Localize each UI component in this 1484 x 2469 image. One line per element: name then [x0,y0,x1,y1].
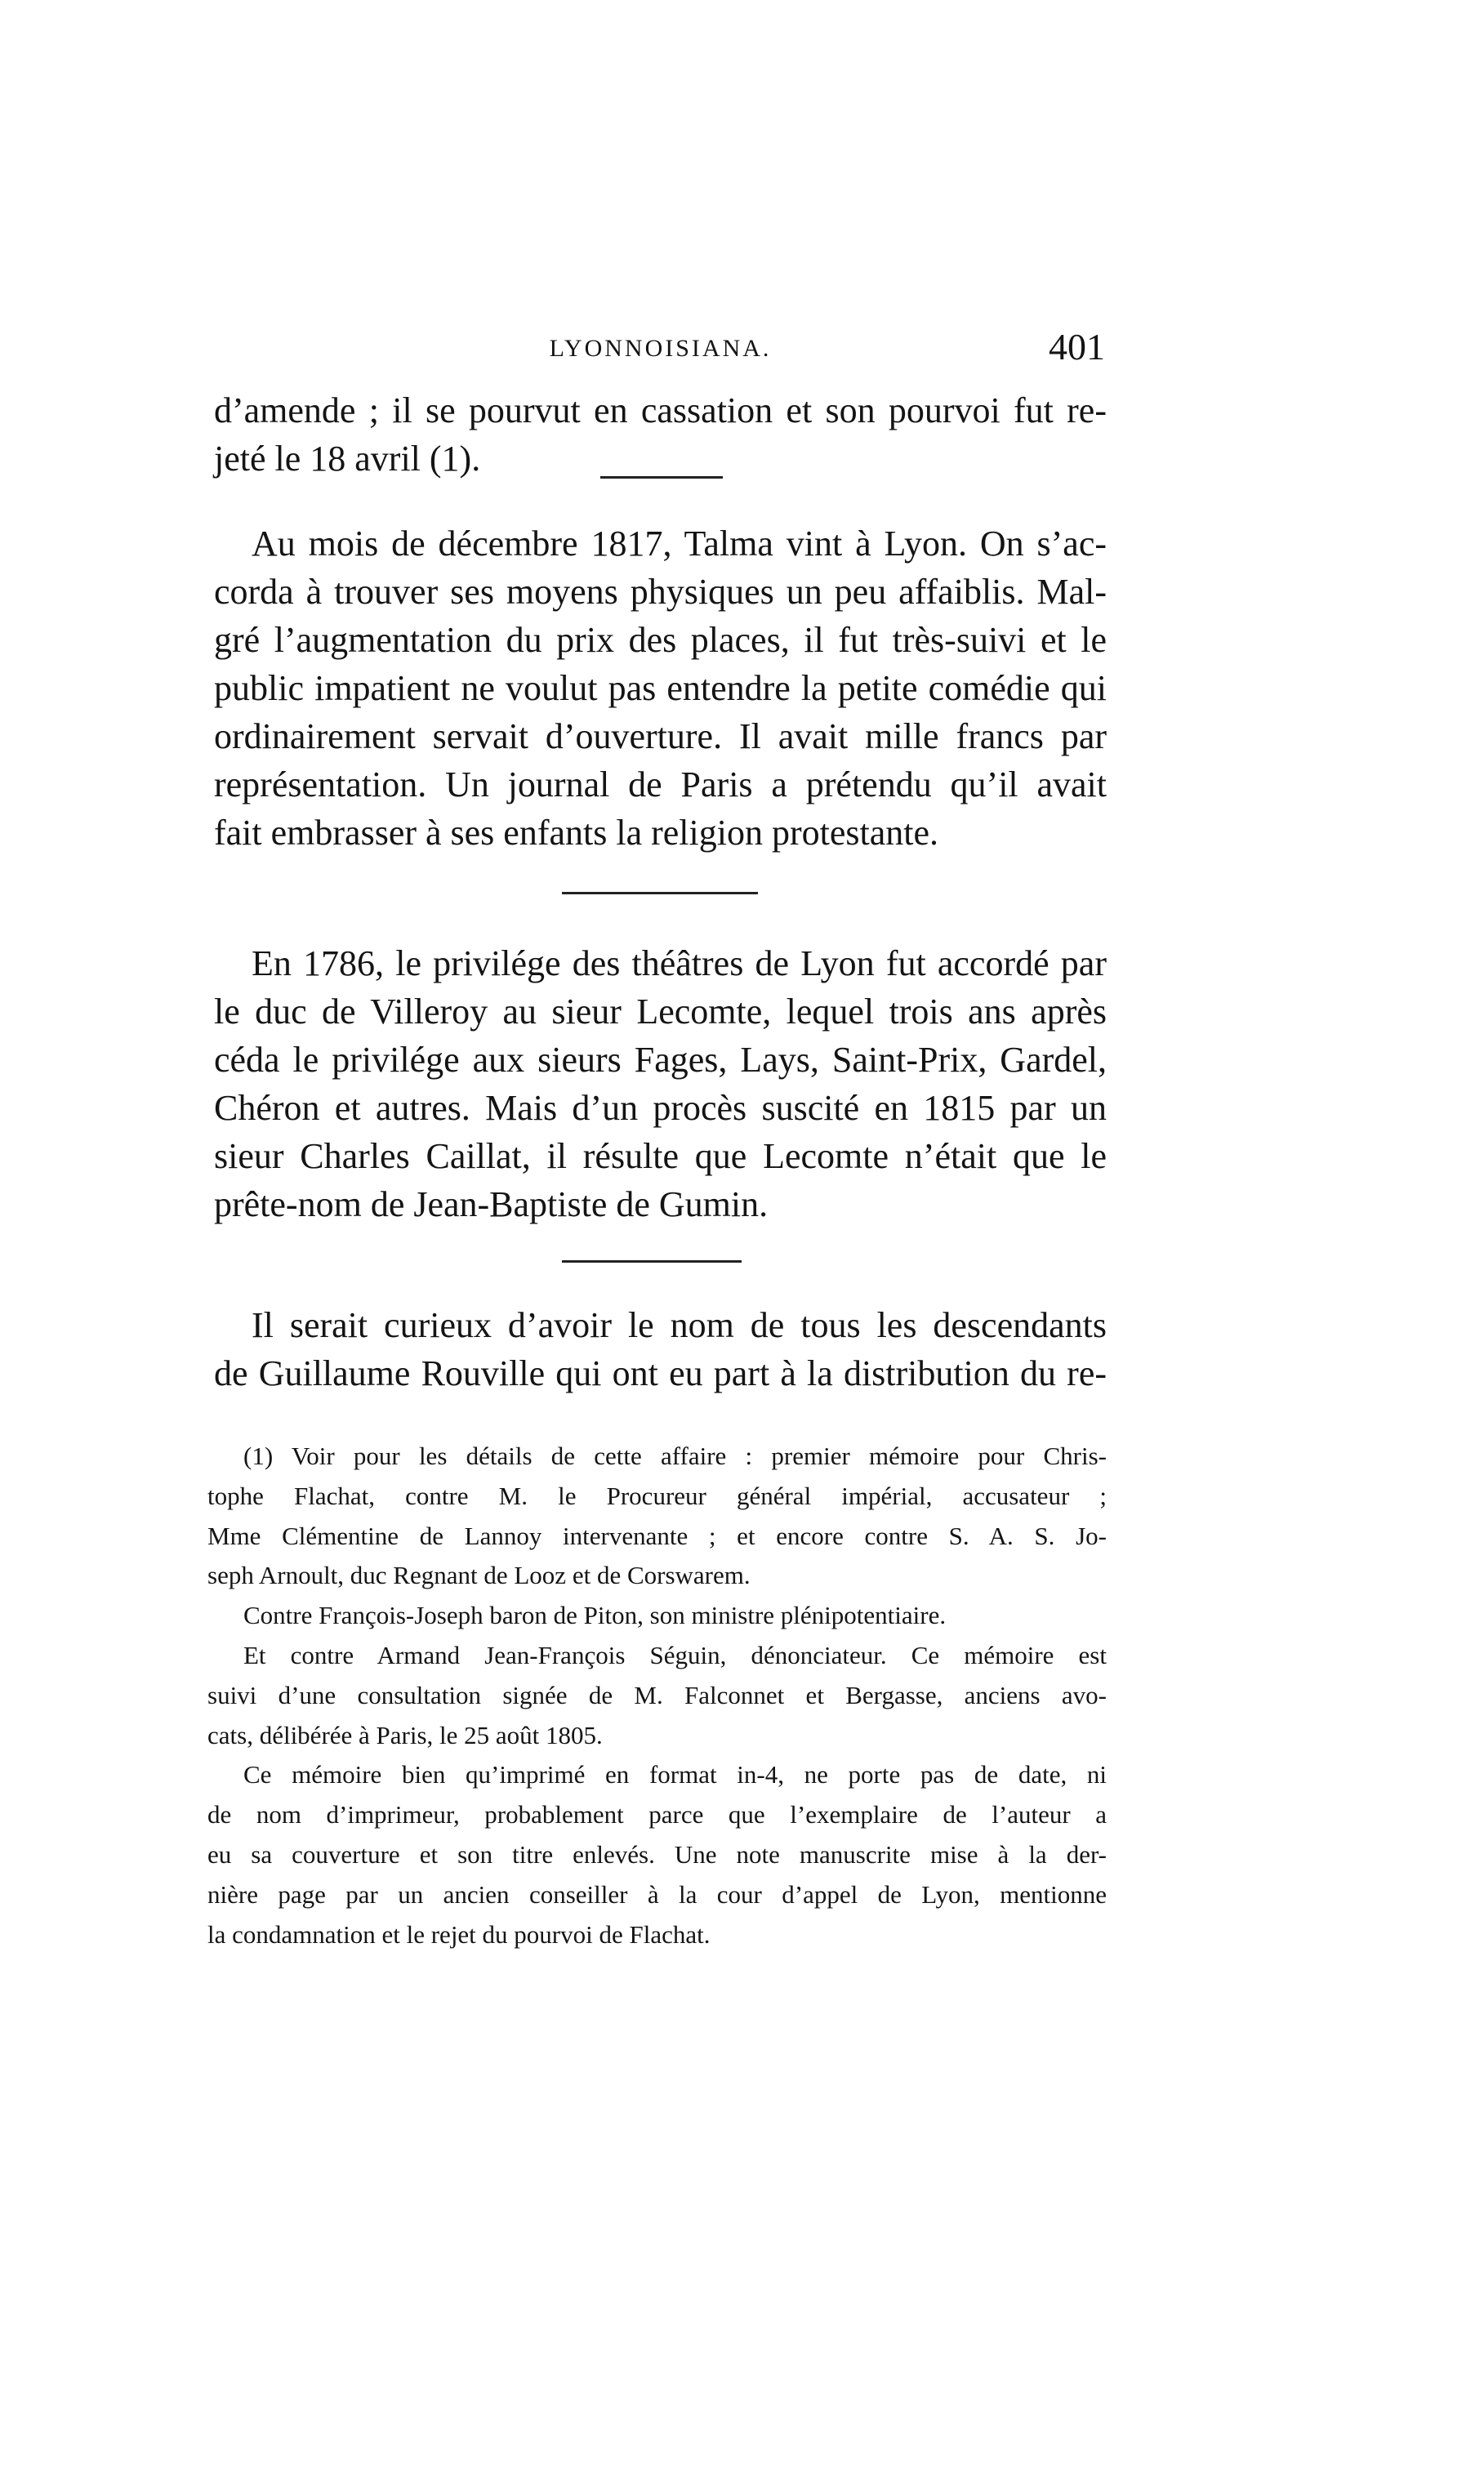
footnote-line: de nom d’imprimeur, probablement parce que l’exemplaire de l’auteur a [207,1800,1107,1829]
footnote-line: seph Arnoult, duc Regnant de Looz et de Corswarem. [207,1561,751,1590]
section-divider [562,892,758,894]
footnote-line: eu sa couverture et son titre enlevés. Une note manuscrite mise à la der- [207,1839,1107,1869]
footnote-line: la condamnation et le rejet du pourvoi de Flachat. [207,1919,711,1949]
text-line: ordinairement servait d’ouverture. Il avait mille francs par [214,716,1107,756]
text-line: de Guillaume Rouville qui ont eu part à la distribution du re- [214,1353,1107,1393]
page-number: 401 [1049,326,1105,368]
text-line: En 1786, le privilége des théâtres de Lyon fut accordé par [252,943,1107,983]
section-divider [562,1260,742,1263]
text-line: Il serait curieux d’avoir le nom de tous les descendants [252,1305,1107,1345]
paragraph-continuation [214,386,1107,483]
footnotes [207,1437,1107,1954]
paragraph-talma [214,519,1107,857]
footnote-line: Contre François-Joseph baron de Piton, son ministre plénipotentiaire. [243,1601,947,1630]
text-line: d’amende ; il se pourvut en cassation et son pourvoi fut re- [214,390,1107,430]
text-line: Chéron et autres. Mais d’un procès suscité en 1815 par un [214,1088,1107,1128]
footnote-line: Ce mémoire bien qu’imprimé en format in-4, ne porte pas de date, ni [243,1760,1107,1789]
running-title: LYONNOISIANA. [549,335,772,362]
text-line: Au mois de décembre 1817, Talma vint à Lyon. On s’ac- [252,524,1107,564]
footnote-line: cats, délibérée à Paris, le 25 août 1805. [207,1720,603,1749]
section-divider [600,476,723,479]
text-line: prête-nom de Jean-Baptiste de Gumin. [214,1184,769,1224]
text-line: corda à trouver ses moyens physiques un peu affaiblis. Mal- [214,572,1107,612]
text-line: représentation. Un journal de Paris a prétendu qu’il avait [214,764,1107,804]
footnote-line: suivi d’une consultation signée de M. Falconnet et Bergasse, anciens avo- [207,1680,1107,1709]
text-line: le duc de Villeroy au sieur Lecomte, lequel trois ans après [214,992,1107,1032]
footnote-line: Mme Clémentine de Lannoy intervenante ; et encore contre S. A. S. Jo- [207,1521,1107,1550]
text-line: gré l’augmentation du prix des places, il fut très-suivi et le [214,620,1107,660]
paragraph-rouville [214,1301,1107,1397]
footnote-line: nière page par un ancien conseiller à la cour d’appel de Lyon, mentionne [207,1879,1107,1909]
paragraph-privilege [214,939,1107,1228]
footnote-line: tophe Flachat, contre M. le Procureur général impérial, accusateur ; [207,1481,1107,1510]
text-line: céda le privilége aux sieurs Fages, Lays, Saint-Prix, Gardel, [214,1040,1107,1080]
text-line: fait embrasser à ses enfants la religion protestante. [214,813,939,853]
footnote-line: (1) Voir pour les détails de cette affaire : premier mémoire pour Chris- [243,1442,1107,1470]
text-line: jeté le 18 avril (1). [214,439,481,479]
text-line: sieur Charles Caillat, il résulte que Lecomte n’était que le [214,1136,1107,1176]
running-head [214,325,1107,374]
text-line: public impatient ne voulut pas entendre la petite comédie qui [214,668,1107,708]
footnote-line: Et contre Armand Jean-François Séguin, dénonciateur. Ce mémoire est [243,1640,1107,1669]
